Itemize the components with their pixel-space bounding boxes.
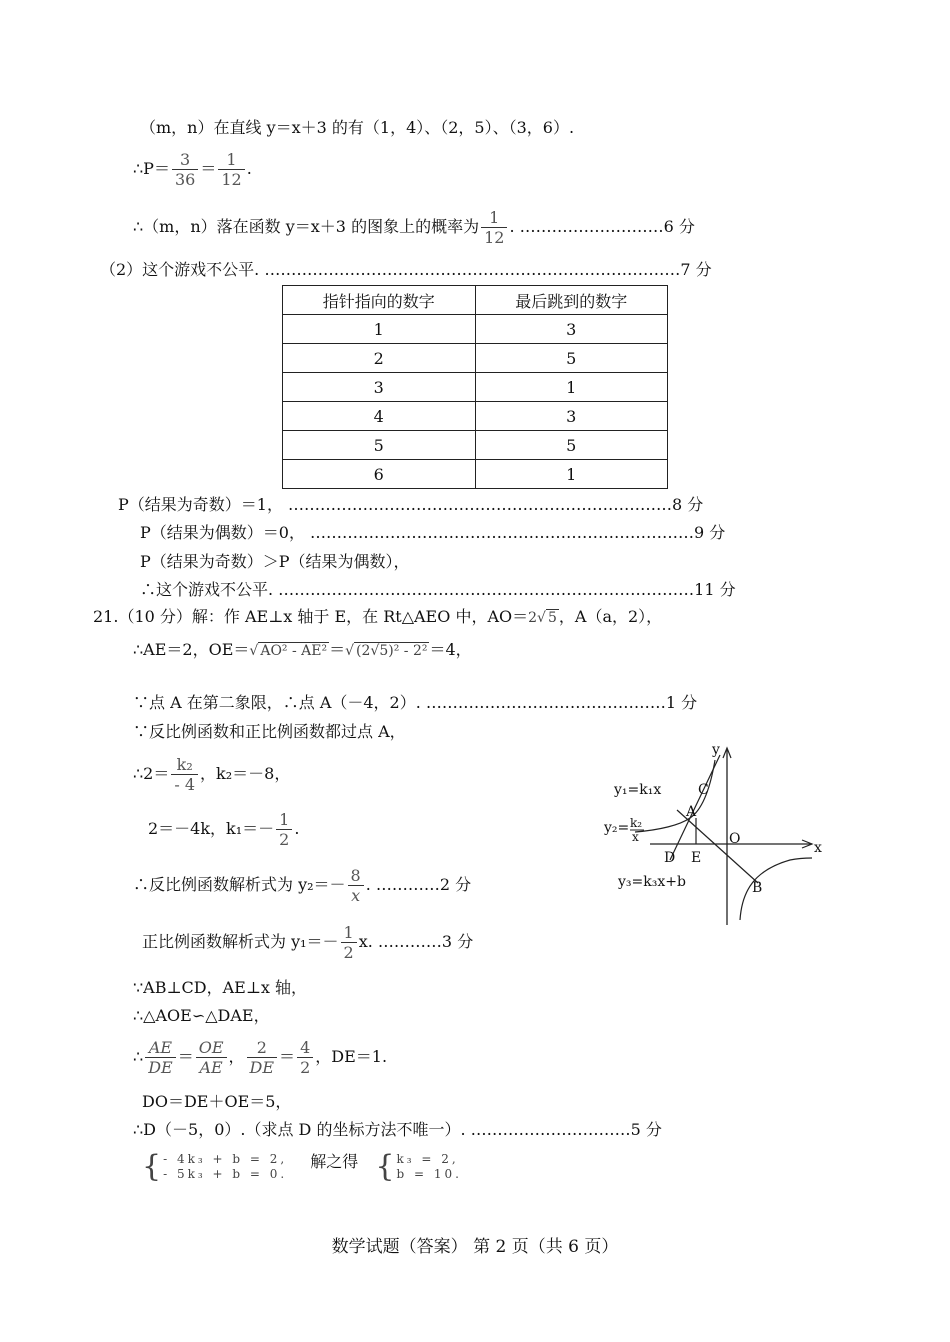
line-p-even: P（结果为偶数）＝0， ………………………………………………………………9 分 xyxy=(140,523,726,542)
line-y1 xyxy=(677,810,758,883)
score-6: . ………………………6 分 xyxy=(509,217,695,236)
label-point-d: D xyxy=(664,850,676,866)
direct-prefix: 正比例函数解析式为 y₁＝－ xyxy=(142,932,339,951)
ae-oe-result: ＝4， xyxy=(429,640,472,659)
q21-intro xyxy=(93,607,662,628)
solution-system xyxy=(396,1152,461,1182)
equals-sign: ＝ xyxy=(177,1047,194,1066)
q21-intro-tail: ，A（a，2）， xyxy=(558,607,663,626)
label-point-b: B xyxy=(752,880,763,896)
conclusion-text: ∴（m，n）落在函数 y＝x＋3 的图象上的概率为 xyxy=(133,217,480,236)
fraction-numerator: k₂ xyxy=(171,755,198,775)
fraction-3-36 xyxy=(172,150,198,189)
table-cell: 5 xyxy=(475,344,668,373)
table-row xyxy=(283,460,668,489)
root-radicand: (2√5)² - 2² xyxy=(356,642,428,659)
k2-result: ，k₂＝－8， xyxy=(200,764,291,783)
page-footer: 数学试题（答案） 第 2 页（共 6 页） xyxy=(331,1237,619,1257)
fraction-1-2 xyxy=(341,923,357,962)
fraction-1-12 xyxy=(218,150,244,189)
fraction-denominator: 36 xyxy=(174,170,196,189)
table-header: 指针指向的数字 xyxy=(283,286,476,315)
equals-sign: ＝ xyxy=(279,1047,296,1066)
table-cell: 1 xyxy=(475,460,668,489)
root-radicand: AO² - AE² xyxy=(260,642,328,659)
score-3: x. …………3 分 xyxy=(358,932,474,951)
fraction-denominator: DE xyxy=(249,1058,275,1077)
fraction-numerator: 1 xyxy=(276,810,292,830)
equation-line: - 5k₃ + b = 0. xyxy=(163,1167,288,1181)
fraction-denominator: 12 xyxy=(221,170,242,189)
line-p-odd: P（结果为奇数）＝1， ………………………………………………………………8 分 xyxy=(118,495,704,514)
line-game-unfair-conclusion: ∴这个游戏不公平. ……………………………………………………………………11 分 xyxy=(140,580,736,599)
left-brace: { xyxy=(375,1149,395,1184)
fraction-8-x xyxy=(348,866,364,905)
de-result: ，DE＝1. xyxy=(315,1047,388,1066)
label-point-e: E xyxy=(691,850,702,866)
label-x-axis: x xyxy=(814,840,822,856)
label-y3: y₃=k₃x+b xyxy=(618,874,686,890)
label-y2-prefix: y₂= xyxy=(604,820,630,836)
q21-k2 xyxy=(133,755,290,794)
table-cell: 3 xyxy=(475,402,668,431)
q21-similar: ∴△AOE∽△DAE， xyxy=(133,1006,270,1025)
k1-prefix: 2＝－4k，k₁＝－ xyxy=(148,819,275,838)
label-point-c: C xyxy=(698,782,709,798)
table-row xyxy=(283,315,668,344)
table-cell: 6 xyxy=(283,460,476,489)
fraction-denominator: 2 xyxy=(300,1058,311,1077)
table-cell: 5 xyxy=(475,431,668,460)
left-brace: { xyxy=(142,1149,162,1184)
line-probability-p xyxy=(133,150,252,189)
fraction-denominator: 2 xyxy=(279,830,290,849)
period: . xyxy=(294,819,300,838)
comma: ， xyxy=(228,1047,245,1066)
q21-system xyxy=(142,1149,462,1184)
fraction-k2-neg4 xyxy=(171,755,198,794)
line-points-on-line: （m，n）在直线 y＝x＋3 的有（1，4）、（2，5）、（3，6）. xyxy=(140,118,575,137)
solve-label: 解之得 xyxy=(310,1152,359,1171)
inverse-prefix: ∴反比例函数解析式为 y₂＝－ xyxy=(133,875,346,894)
two-root-five: 2√ 5 xyxy=(528,609,557,626)
q21-ratio xyxy=(133,1038,387,1077)
sqrt-ao-ae: √ AO² - AE² xyxy=(249,642,328,659)
fraction-denominator: x xyxy=(351,886,361,905)
label-y-axis: y xyxy=(712,742,720,758)
q21-k1 xyxy=(148,810,299,849)
table-cell: 2 xyxy=(283,344,476,373)
table-row xyxy=(283,344,668,373)
table-cell: 5 xyxy=(283,431,476,460)
table-cell: 4 xyxy=(283,402,476,431)
fraction-numerator: 8 xyxy=(348,866,364,886)
function-graph xyxy=(590,740,835,930)
equation-line: k₃ = 2, xyxy=(396,1152,459,1166)
q21-intro-text: 21.（10 分）解：作 AE⊥x 轴于 E，在 Rt△AEO 中，AO＝ xyxy=(93,607,529,626)
table-cell: 3 xyxy=(283,373,476,402)
equals-sign: ＝ xyxy=(200,159,217,178)
fraction-denominator: AE xyxy=(199,1058,223,1077)
fraction-numerator: AE xyxy=(145,1038,176,1058)
k2-prefix: ∴2＝ xyxy=(133,764,170,783)
table-header-row xyxy=(283,286,668,315)
hyperbola-branch-lower xyxy=(740,858,812,920)
p-prefix: ∴P＝ xyxy=(133,159,170,178)
fraction-2-de xyxy=(247,1038,278,1077)
q21-point-d: ∴D（－5，0）.（求点 D 的坐标方法不唯一）. …………………………5 分 xyxy=(133,1120,662,1139)
fraction-denominator: 12 xyxy=(484,228,505,247)
fraction-numerator: 2 xyxy=(247,1038,278,1058)
fraction-denominator: - 4 xyxy=(174,775,196,794)
fraction-numerator: 3 xyxy=(172,150,198,170)
fraction-1-12 xyxy=(481,208,507,247)
q21-direct-expr xyxy=(142,923,473,962)
root-radicand: 5 xyxy=(547,609,557,626)
q21-both-through-a: ∵反比例函数和正比例函数都过点 A， xyxy=(133,722,406,741)
period: . xyxy=(246,159,252,178)
fraction-numerator: OE xyxy=(196,1038,227,1058)
sqrt-numeric: √ (2√5)² - 2² xyxy=(345,642,428,659)
equation-line: - 4k₃ + b = 2, xyxy=(163,1152,288,1166)
label-origin-o: O xyxy=(729,831,741,847)
q21-do: DO＝DE＋OE＝5， xyxy=(142,1092,292,1111)
equals-sign: ＝ xyxy=(329,640,346,659)
table-header: 最后跳到的数字 xyxy=(475,286,668,315)
q21-point-a: ∵点 A 在第二象限，∴点 A（－4，2）. ………………………………………1 分 xyxy=(133,693,698,712)
fraction-numerator: 1 xyxy=(218,150,244,170)
score-2: . …………2 分 xyxy=(365,875,472,894)
label-y2-numerator: k₂ xyxy=(630,816,643,830)
therefore: ∴ xyxy=(133,1047,144,1066)
table-row xyxy=(283,373,668,402)
fraction-denominator: 2 xyxy=(343,943,354,962)
fraction-oe-ae xyxy=(196,1038,227,1077)
fraction-numerator: 1 xyxy=(341,923,357,943)
fraction-numerator: 1 xyxy=(481,208,507,228)
equation-line: b = 10. xyxy=(396,1167,462,1181)
label-y2-denominator: x xyxy=(632,830,639,844)
root-coefficient: 2 xyxy=(528,609,538,626)
fraction-4-2 xyxy=(297,1038,313,1077)
q21-ae-oe xyxy=(133,640,472,661)
line-game-unfair: （2）这个游戏不公平. ……………………………………………………………………7 分 xyxy=(100,260,712,279)
label-y1: y₁=k₁x xyxy=(614,782,662,798)
line-p-compare: P（结果为奇数）＞P（结果为偶数）， xyxy=(140,552,410,571)
line-probability-conclusion xyxy=(133,208,695,247)
q21-perpendicular: ∵AB⊥CD，AE⊥x 轴， xyxy=(133,978,308,997)
fraction-ae-de xyxy=(145,1038,176,1077)
fraction-1-2 xyxy=(276,810,292,849)
equation-system xyxy=(163,1152,287,1182)
ae-oe-prefix: ∴AE＝2，OE＝ xyxy=(133,640,250,659)
table-cell: 1 xyxy=(283,315,476,344)
table-cell: 3 xyxy=(475,315,668,344)
label-point-a: A xyxy=(686,804,697,820)
table-row xyxy=(283,431,668,460)
result-table xyxy=(282,285,668,489)
fraction-denominator: DE xyxy=(148,1058,173,1077)
fraction-numerator: 4 xyxy=(297,1038,313,1058)
table-row xyxy=(283,402,668,431)
table-cell: 1 xyxy=(475,373,668,402)
q21-inverse-expr xyxy=(133,866,471,905)
